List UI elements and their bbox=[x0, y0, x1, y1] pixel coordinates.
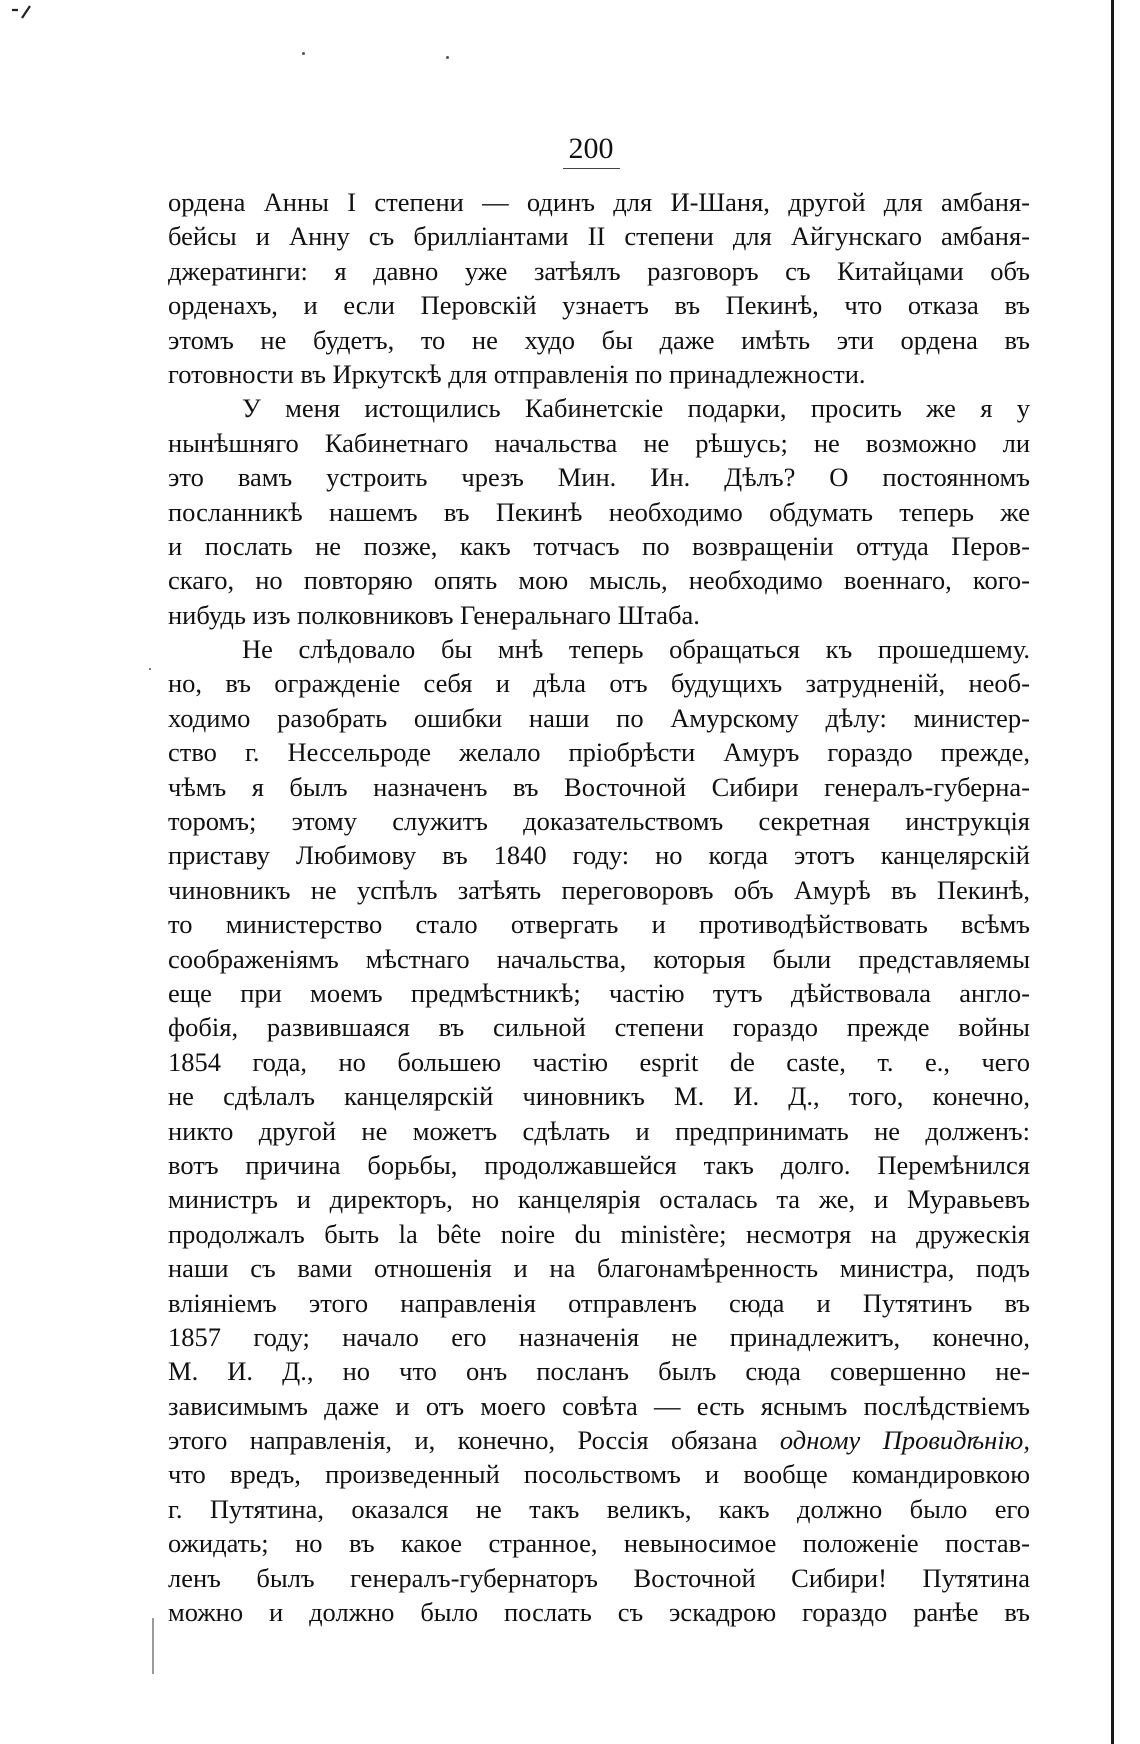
text-line bbox=[168, 873, 1030, 907]
text-line-content: приставу Любимову въ 1840 году: но когда этотъ канцелярскій bbox=[168, 840, 1030, 871]
scan-corner-mark bbox=[8, 4, 68, 24]
text-line-content: 1854 года, но большею частію esprit de caste, т. е., чего bbox=[168, 1046, 1030, 1077]
text-line bbox=[168, 1217, 1030, 1251]
text-line-content: ожидать; но въ какое странное, невыносимое положеніе постав- bbox=[168, 1528, 1030, 1559]
text-line-content: торомъ; этому служитъ доказательствомъ секретная инструкція bbox=[168, 806, 1030, 837]
text-line bbox=[168, 804, 1030, 838]
text-line-content: чѣмъ я былъ назначенъ въ Восточной Сибири генералъ-губерна- bbox=[168, 771, 1030, 802]
text-line bbox=[168, 563, 1030, 597]
text-line-content: ходимо разобрать ошибки наши по Амурскому дѣлу: министер- bbox=[168, 702, 1030, 733]
text-line bbox=[168, 1148, 1030, 1182]
scan-edge-line bbox=[1111, 0, 1114, 1744]
text-line-content: Не слѣдовало бы мнѣ теперь обращаться къ прошедшему. bbox=[242, 634, 1030, 665]
text-line-content: министръ и директоръ, но канцелярія осталась та же, и Муравьевъ bbox=[168, 1184, 1030, 1215]
text-line bbox=[168, 1561, 1030, 1595]
italic-phrase: одному Провидѣнію, bbox=[779, 1425, 1030, 1456]
text-line bbox=[168, 185, 1030, 219]
text-line-content: что вредъ, произведенный посольствомъ и вообще командировкою bbox=[168, 1459, 1030, 1490]
page-number bbox=[0, 132, 1140, 169]
text-line-content: У меня истощились Кабинетскіе подарки, просить же я у bbox=[242, 393, 1030, 424]
text-line bbox=[168, 1286, 1030, 1320]
text-line bbox=[168, 1492, 1030, 1526]
scan-speck bbox=[446, 56, 449, 59]
text-line bbox=[168, 1423, 1030, 1457]
text-line-content: 1857 году; начало его назначенія не принадлежитъ, конечно, bbox=[168, 1321, 1030, 1352]
text-line-content: это вамъ устроить чрезъ Мин. Ин. Дѣлъ? О постоянномъ bbox=[168, 462, 1030, 493]
text-line bbox=[168, 426, 1030, 460]
text-line-content: можно и должно было послать съ эскадрою гораздо ранѣе въ bbox=[168, 1597, 1030, 1628]
text-line bbox=[168, 460, 1030, 494]
text-line-content: соображеніямъ мѣстнаго начальства, которыя были представляемы bbox=[168, 943, 1030, 974]
text-line-content: этомъ не будетъ, то не худо бы даже имѣть эти ордена въ bbox=[168, 324, 1030, 355]
text-line-content: посланникѣ нашемъ въ Пекинѣ необходимо обдумать теперь же bbox=[168, 496, 1030, 527]
text-line bbox=[168, 323, 1030, 357]
text-line bbox=[168, 495, 1030, 529]
text-line-content: ленъ былъ генералъ-губернаторъ Восточной Сибири! Путятина bbox=[168, 1562, 1030, 1593]
text-line-content: готовности въ Иркутскѣ для отправленія по принадлежности. bbox=[168, 358, 866, 389]
text-line bbox=[168, 288, 1030, 322]
text-line-content: ордена Анны I степени — одинъ для И-Шаня, другой для амбаня- bbox=[168, 187, 1030, 217]
text-line bbox=[168, 357, 1030, 391]
text-line-content: наши съ вами отношенія и на благонамѣренность министра, подъ bbox=[168, 1253, 1030, 1284]
text-line-content: вліяніемъ этого направленія отправленъ сюда и Путятинъ въ bbox=[168, 1287, 1030, 1318]
text-line bbox=[168, 1389, 1030, 1423]
text-line bbox=[168, 254, 1030, 288]
text-line-content: никто другой не можетъ сдѣлать и предпринимать не долженъ: bbox=[168, 1115, 1030, 1146]
text-line-content: но, въ огражденіе себя и дѣла отъ будущихъ затрудненій, необ- bbox=[168, 668, 1030, 699]
text-line bbox=[168, 976, 1030, 1010]
margin-mark bbox=[152, 1618, 154, 1674]
text-line-content: чиновникъ не успѣлъ затѣять переговоровъ объ Амурѣ въ Пекинѣ, bbox=[168, 874, 1030, 905]
text-line-content: М. И. Д., но что онъ посланъ былъ сюда совершенно не- bbox=[168, 1356, 1030, 1387]
text-line bbox=[168, 1320, 1030, 1354]
text-line bbox=[168, 666, 1030, 700]
text-line-content: то министерство стало отвергать и противодѣйствовать всѣмъ bbox=[168, 909, 1030, 940]
text-line bbox=[168, 907, 1030, 941]
text-line-content: нынѣшняго Кабинетнаго начальства не рѣшусь; не возможно ли bbox=[168, 427, 1030, 458]
text-line-content: г. Путятина, оказался не такъ великъ, какъ должно было его bbox=[168, 1493, 1030, 1524]
text-line bbox=[168, 1354, 1030, 1388]
text-line-content: джератинги: я давно уже затѣялъ разговоръ съ Китайцами объ bbox=[168, 255, 1030, 286]
text-line bbox=[168, 391, 1030, 425]
text-line-content: продолжалъ быть la bête noire du ministère; несмотря на дружескія bbox=[168, 1218, 1030, 1249]
scan-speck bbox=[149, 668, 151, 670]
text-line bbox=[168, 838, 1030, 872]
text-line bbox=[168, 1457, 1030, 1491]
text-line bbox=[168, 1526, 1030, 1560]
text-line-content: этого направленія, и, конечно, Россія обязана bbox=[168, 1425, 780, 1456]
text-line bbox=[168, 942, 1030, 976]
text-line-content: не сдѣлалъ канцелярскій чиновникъ М. И. Д., того, конечно, bbox=[168, 1081, 1030, 1112]
text-line bbox=[168, 1595, 1030, 1629]
text-line bbox=[168, 1251, 1030, 1285]
text-line-content: скаго, но повторяю опять мою мысль, необходимо военнаго, кого- bbox=[168, 565, 1030, 596]
text-line-content: зависимымъ даже и отъ моего совѣта — есть яснымъ послѣдствіемъ bbox=[168, 1390, 1030, 1421]
body-text bbox=[168, 185, 1030, 1629]
scan-speck bbox=[302, 52, 305, 55]
text-line bbox=[168, 735, 1030, 769]
text-line bbox=[168, 1079, 1030, 1113]
page-number-text: 200 bbox=[563, 132, 620, 169]
text-line-content: фобія, развившаяся въ сильной степени гораздо прежде войны bbox=[168, 1012, 1030, 1043]
text-line bbox=[168, 701, 1030, 735]
text-line bbox=[168, 219, 1030, 253]
text-line bbox=[168, 1010, 1030, 1044]
text-line bbox=[168, 1182, 1030, 1216]
text-line bbox=[168, 770, 1030, 804]
text-line bbox=[168, 632, 1030, 666]
text-line-content: еще при моемъ предмѣстникѣ; частію тутъ дѣйствовала англо- bbox=[168, 977, 1030, 1008]
text-line bbox=[168, 1045, 1030, 1079]
text-line-content: орденахъ, и если Перовскій узнаетъ въ Пекинѣ, что отказа въ bbox=[168, 290, 1030, 321]
text-line-content: и послать не позже, какъ тотчасъ по возвращеніи оттуда Перов- bbox=[168, 530, 1030, 561]
text-line-content: ство г. Нессельроде желало пріобрѣсти Амуръ гораздо прежде, bbox=[168, 737, 1030, 768]
text-line-content: вотъ причина борьбы, продолжавшейся такъ долго. Перемѣнился bbox=[168, 1149, 1030, 1180]
text-line bbox=[168, 529, 1030, 563]
text-line-content: нибудь изъ полковниковъ Генеральнаго Штаба. bbox=[168, 599, 700, 630]
text-line-content: бейсы и Анну съ брилліантами II степени для Айгунскаго амбаня- bbox=[168, 221, 1030, 252]
text-line bbox=[168, 598, 1030, 632]
text-line bbox=[168, 1114, 1030, 1148]
